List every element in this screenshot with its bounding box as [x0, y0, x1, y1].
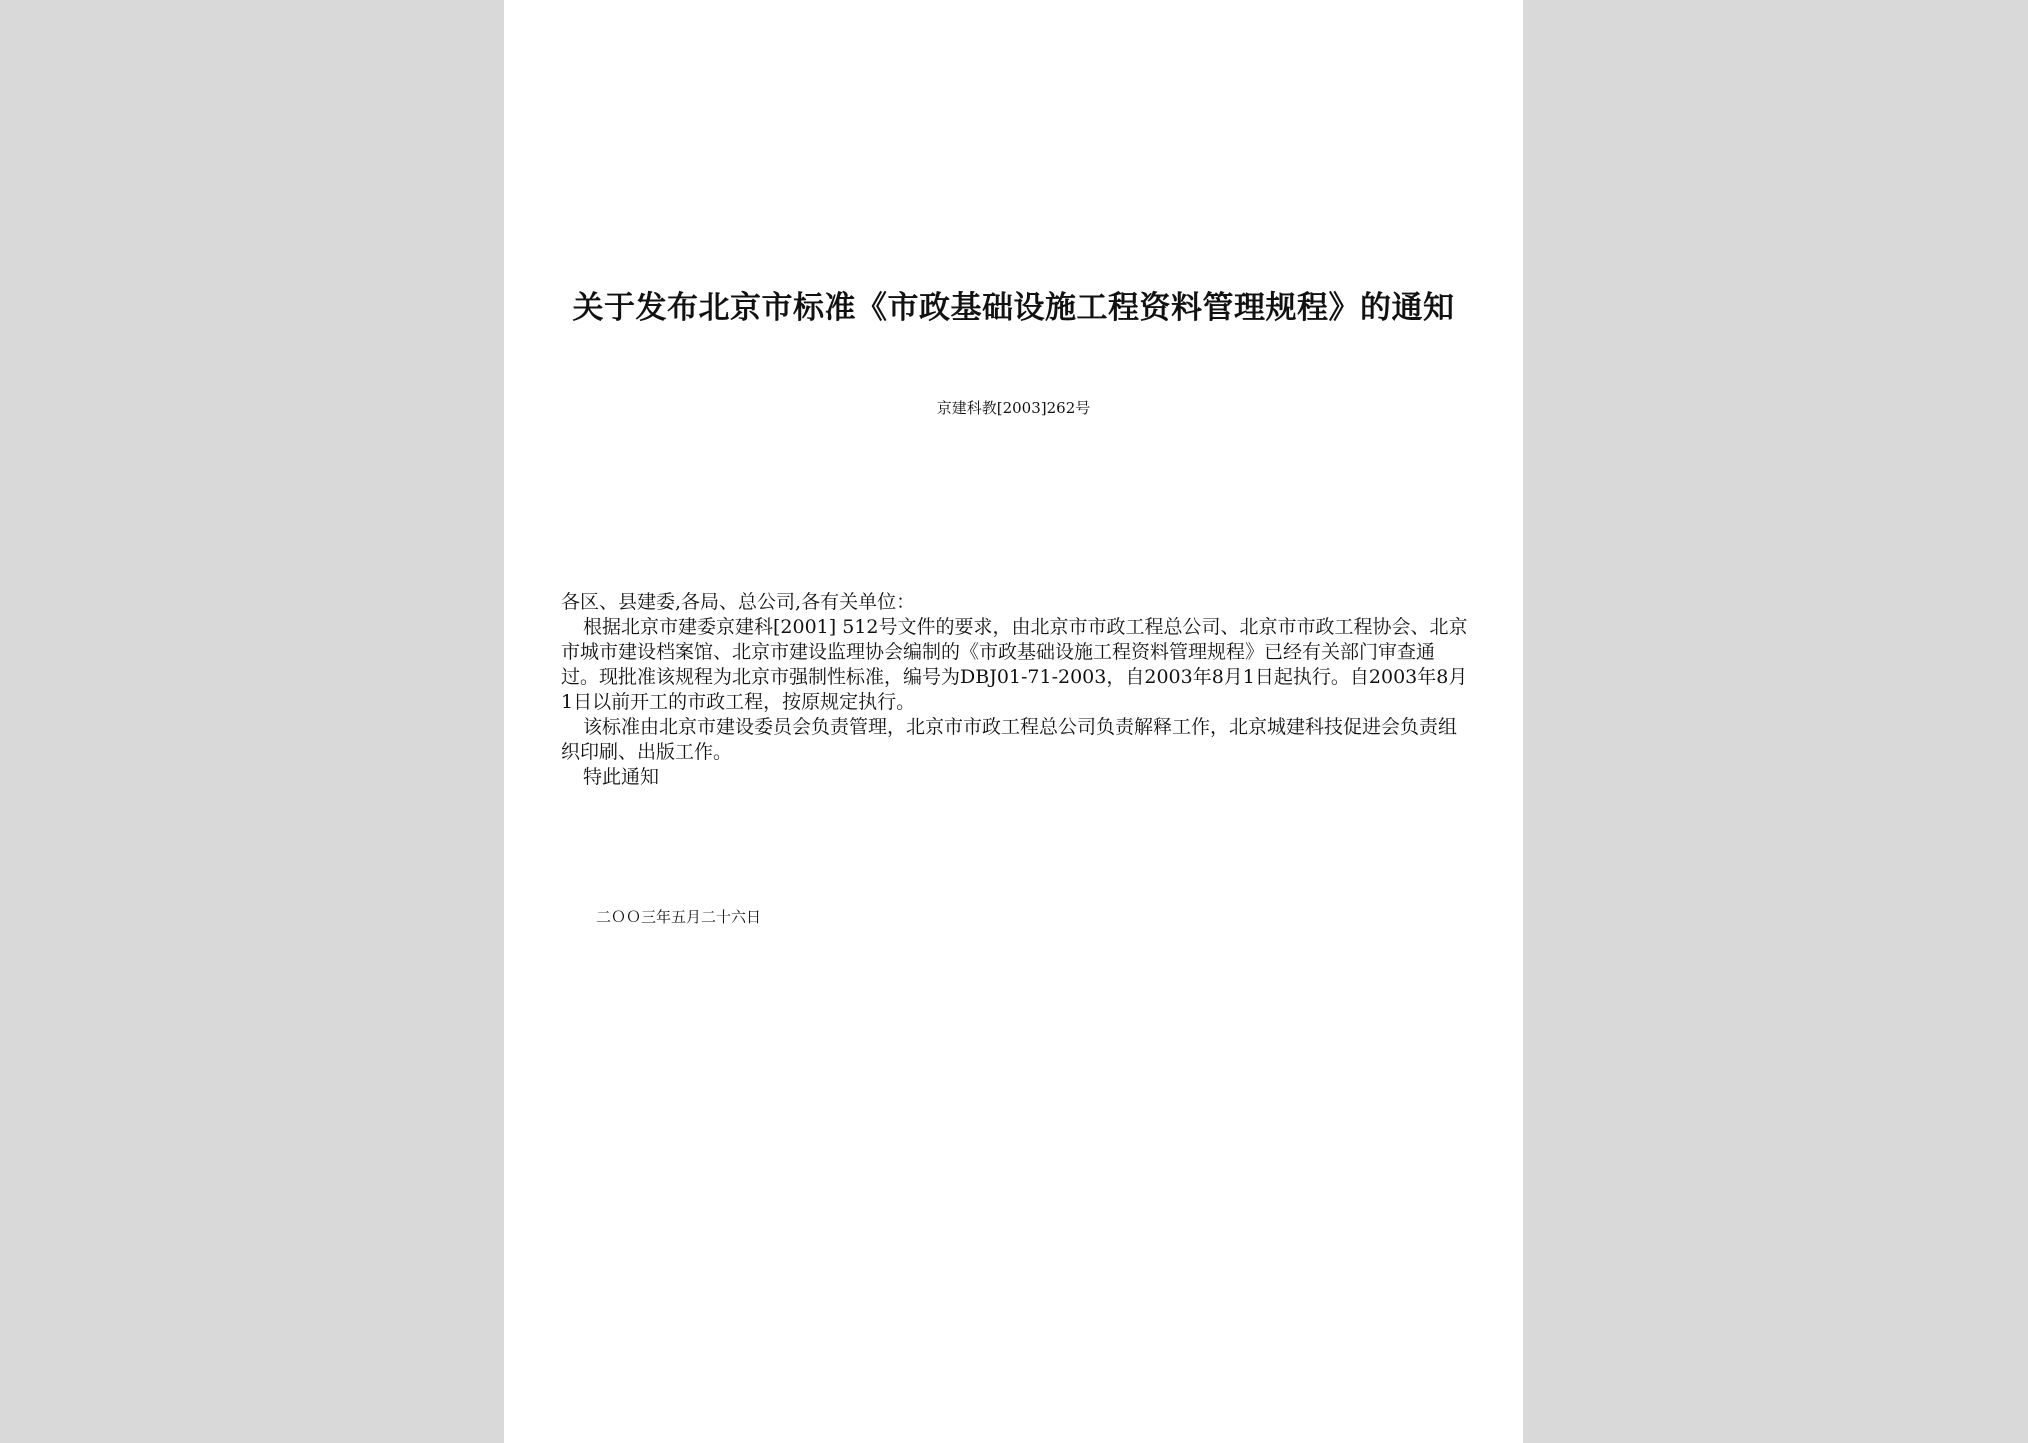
document-page [504, 0, 1523, 1443]
paragraph-approval: 根据北京市建委京建科[2001] 512号文件的要求，由北京市市政工程总公司、北京市市政工程协会、北京市城市建设档案馆、北京市建设监理协会编制的《市政基础设施工程资料管理规程》已经有关部门审查通过。现批准该规程为北京市强制性标准，编号为DBJ01-71-2003，自2003年8月1日起执行。自2003年8月1日以前开工的市政工程，按原规定执行。 [561, 616, 1468, 713]
paragraph-closing: 特此通知 [583, 766, 660, 788]
salutation: 各区、县建委,各局、总公司,各有关单位： [561, 591, 916, 613]
document-body [561, 590, 1471, 790]
document-title: 关于发布北京市标准《市政基础设施工程资料管理规程》的通知 [572, 290, 1455, 326]
document-date: 二ＯＯ三年五月二十六日 [596, 908, 762, 926]
paragraph-management: 该标准由北京市建设委员会负责管理，北京市市政工程总公司负责解释工作，北京城建科技促进会负责组织印刷、出版工作。 [561, 716, 1458, 763]
document-number: 京建科教[2003]262号 [936, 399, 1091, 417]
